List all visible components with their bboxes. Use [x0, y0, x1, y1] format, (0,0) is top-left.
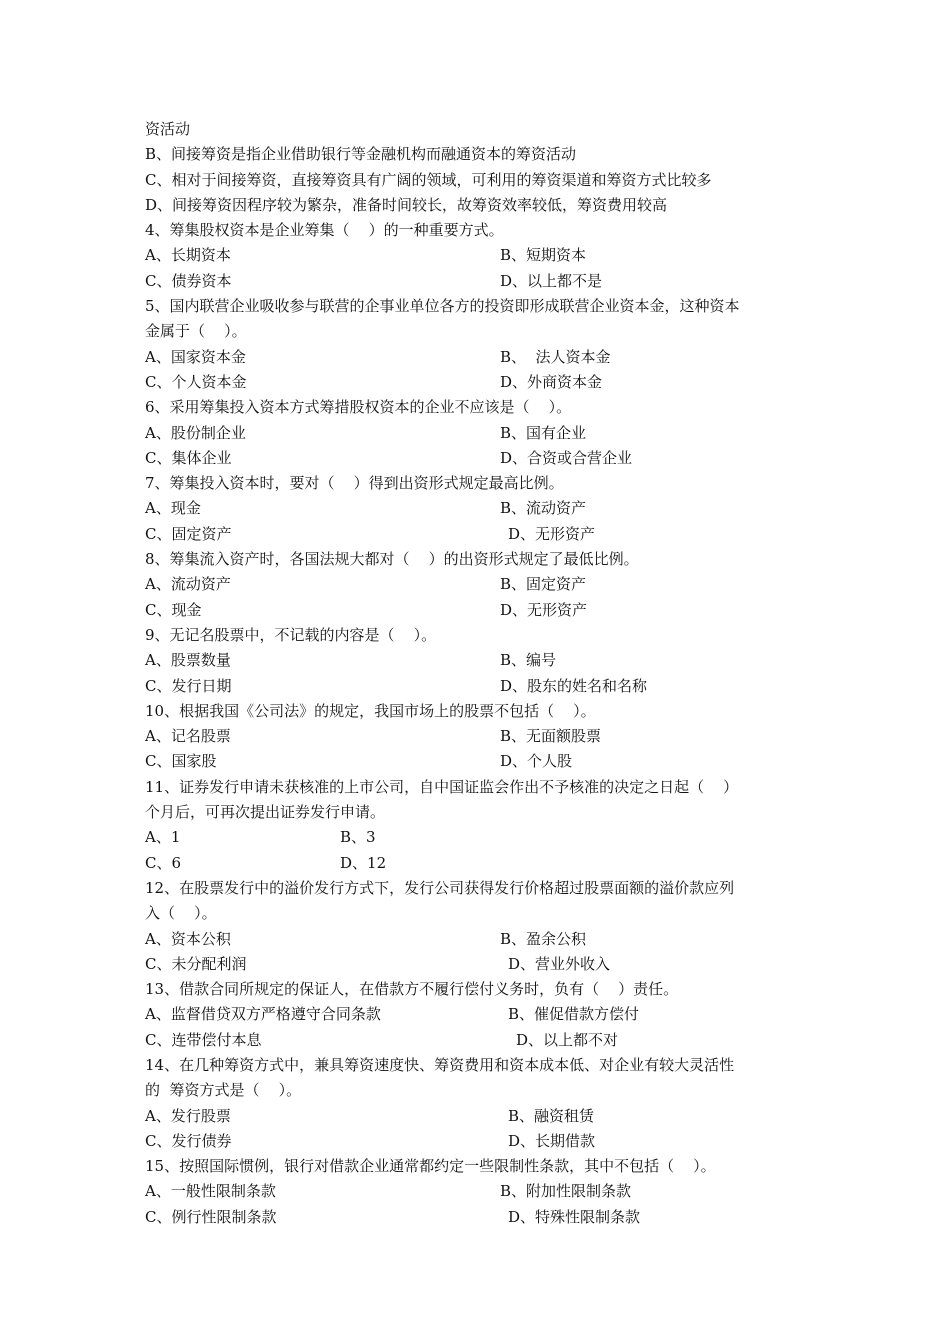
text-line: 入（ ）。 [145, 904, 217, 923]
option-row [145, 421, 825, 446]
option-left: C、未分配利润 [145, 954, 247, 973]
option-row [145, 496, 825, 521]
option-row [145, 522, 825, 547]
option-row [145, 269, 825, 294]
option-row [145, 1129, 825, 1154]
text-line: 10、根据我国《公司法》的规定，我国市场上的股票不包括（ ）。 [145, 701, 596, 720]
text-line: 金属于（ ）。 [145, 322, 247, 341]
option-right: D、以上都不对 [516, 1030, 619, 1049]
option-left: A、长期资本 [145, 246, 231, 265]
option-left: A、发行股票 [145, 1106, 231, 1125]
option-row [145, 674, 825, 699]
text-line: D、间接筹资因程序较为繁杂，准备时间较长，故筹资效率较低，筹资费用较高 [145, 195, 668, 214]
option-row [145, 1028, 825, 1053]
text-line: 8、筹集流入资产时，各国法规大都对（ ）的出资形式规定了最低比例。 [145, 550, 639, 569]
option-left: C、连带偿付本息 [145, 1030, 262, 1049]
option-left: A、监督借贷双方严格遵守合同条款 [145, 1005, 381, 1024]
option-left: C、例行性限制条款 [145, 1207, 277, 1226]
option-right: B、短期资本 [500, 246, 587, 265]
option-right: B、盈余公积 [500, 929, 587, 948]
option-right: B、编号 [500, 651, 557, 670]
option-row [145, 851, 825, 876]
option-right: D、12 [340, 853, 387, 872]
text-line: 9、无记名股票中，不记载的内容是（ ）。 [145, 625, 437, 644]
option-right: D、个人股 [500, 752, 573, 771]
option-left: A、股份制企业 [145, 423, 246, 442]
option-row [145, 749, 825, 774]
option-row [145, 1179, 825, 1204]
option-right: B、融资租赁 [508, 1106, 595, 1125]
option-right: B、3 [340, 828, 376, 847]
option-right: D、无形资产 [508, 524, 596, 543]
option-left: A、1 [145, 828, 181, 847]
option-left: A、股票数量 [145, 651, 231, 670]
option-right: D、营业外收入 [508, 954, 611, 973]
option-left: A、一般性限制条款 [145, 1182, 276, 1201]
option-left: A、资本公积 [145, 929, 231, 948]
text-line: C、相对于间接筹资，直接筹资具有广阔的领域，可利用的筹资渠道和筹资方式比较多 [145, 170, 712, 189]
text-line: 11、证券发行申请未获核准的上市公司，自中国证监会作出不予核准的决定之日起（ ） [145, 777, 739, 796]
option-left: A、记名股票 [145, 727, 231, 746]
option-right: D、特殊性限制条款 [508, 1207, 641, 1226]
option-row [145, 1104, 825, 1129]
text-line: 13、借款合同所规定的保证人，在借款方不履行偿付义务时，负有（ ）责任。 [145, 980, 679, 999]
option-right: B、无面额股票 [500, 727, 602, 746]
option-left: C、集体企业 [145, 448, 232, 467]
option-left: A、现金 [145, 499, 201, 518]
option-row [145, 446, 825, 471]
text-line: 4、筹集股权资本是企业筹集（ ）的一种重要方式。 [145, 221, 504, 240]
option-left: C、债券资本 [145, 271, 232, 290]
option-left: C、国家股 [145, 752, 217, 771]
option-right: B、固定资产 [500, 575, 587, 594]
option-row [145, 1002, 825, 1027]
option-left: C、现金 [145, 600, 202, 619]
option-right: B、流动资产 [500, 499, 587, 518]
option-row [145, 825, 825, 850]
option-row [145, 598, 825, 623]
option-right: B、 法人资本金 [500, 347, 611, 366]
option-left: A、流动资产 [145, 575, 231, 594]
text-line: 个月后，可再次提出证券发行申请。 [145, 803, 386, 822]
option-row [145, 952, 825, 977]
option-row [145, 243, 825, 268]
option-left: C、发行日期 [145, 676, 232, 695]
option-row [145, 1205, 825, 1230]
text-line: 7、筹集投入资本时，要对（ ）得到出资形式规定最高比例。 [145, 474, 564, 493]
option-row [145, 345, 825, 370]
option-left: C、固定资产 [145, 524, 232, 543]
option-left: C、个人资本金 [145, 372, 247, 391]
text-line: 15、按照国际惯例，银行对借款企业通常都约定一些限制性条款，其中不包括（ ）。 [145, 1157, 716, 1176]
text-line: 14、在几种筹资方式中，兼具筹资速度快、筹资费用和资本成本低、对企业有较大灵活性 [145, 1055, 735, 1074]
option-right: D、外商资本金 [500, 372, 603, 391]
text-line: 5、国内联营企业吸收参与联营的企事业单位各方的投资即形成联营企业资本金，这种资本 [145, 297, 740, 316]
question-list [145, 117, 825, 1230]
text-line: 的 筹资方式是（ ）。 [145, 1081, 302, 1100]
option-left: C、6 [145, 853, 182, 872]
option-right: D、长期借款 [508, 1131, 596, 1150]
option-right: D、无形资产 [500, 600, 588, 619]
option-right: D、合资或合营企业 [500, 448, 633, 467]
option-right: B、国有企业 [500, 423, 587, 442]
option-right: D、以上都不是 [500, 271, 603, 290]
option-row [145, 648, 825, 673]
text-line: 资活动 [145, 120, 191, 138]
option-left: A、国家资本金 [145, 347, 246, 366]
option-row [145, 724, 825, 749]
option-row [145, 927, 825, 952]
option-right: D、股东的姓名和名称 [500, 676, 648, 695]
option-left: C、发行债券 [145, 1131, 232, 1150]
option-right: B、催促借款方偿付 [508, 1005, 640, 1024]
text-line: 12、在股票发行中的溢价发行方式下，发行公司获得发行价格超过股票面额的溢价款应列 [145, 878, 735, 897]
option-right: B、附加性限制条款 [500, 1182, 632, 1201]
text-line: 6、采用筹集投入资本方式筹措股权资本的企业不应该是（ ）。 [145, 398, 572, 417]
option-row [145, 572, 825, 597]
option-row [145, 370, 825, 395]
text-line: B、间接筹资是指企业借助银行等金融机构而融通资本的筹资活动 [145, 145, 577, 164]
